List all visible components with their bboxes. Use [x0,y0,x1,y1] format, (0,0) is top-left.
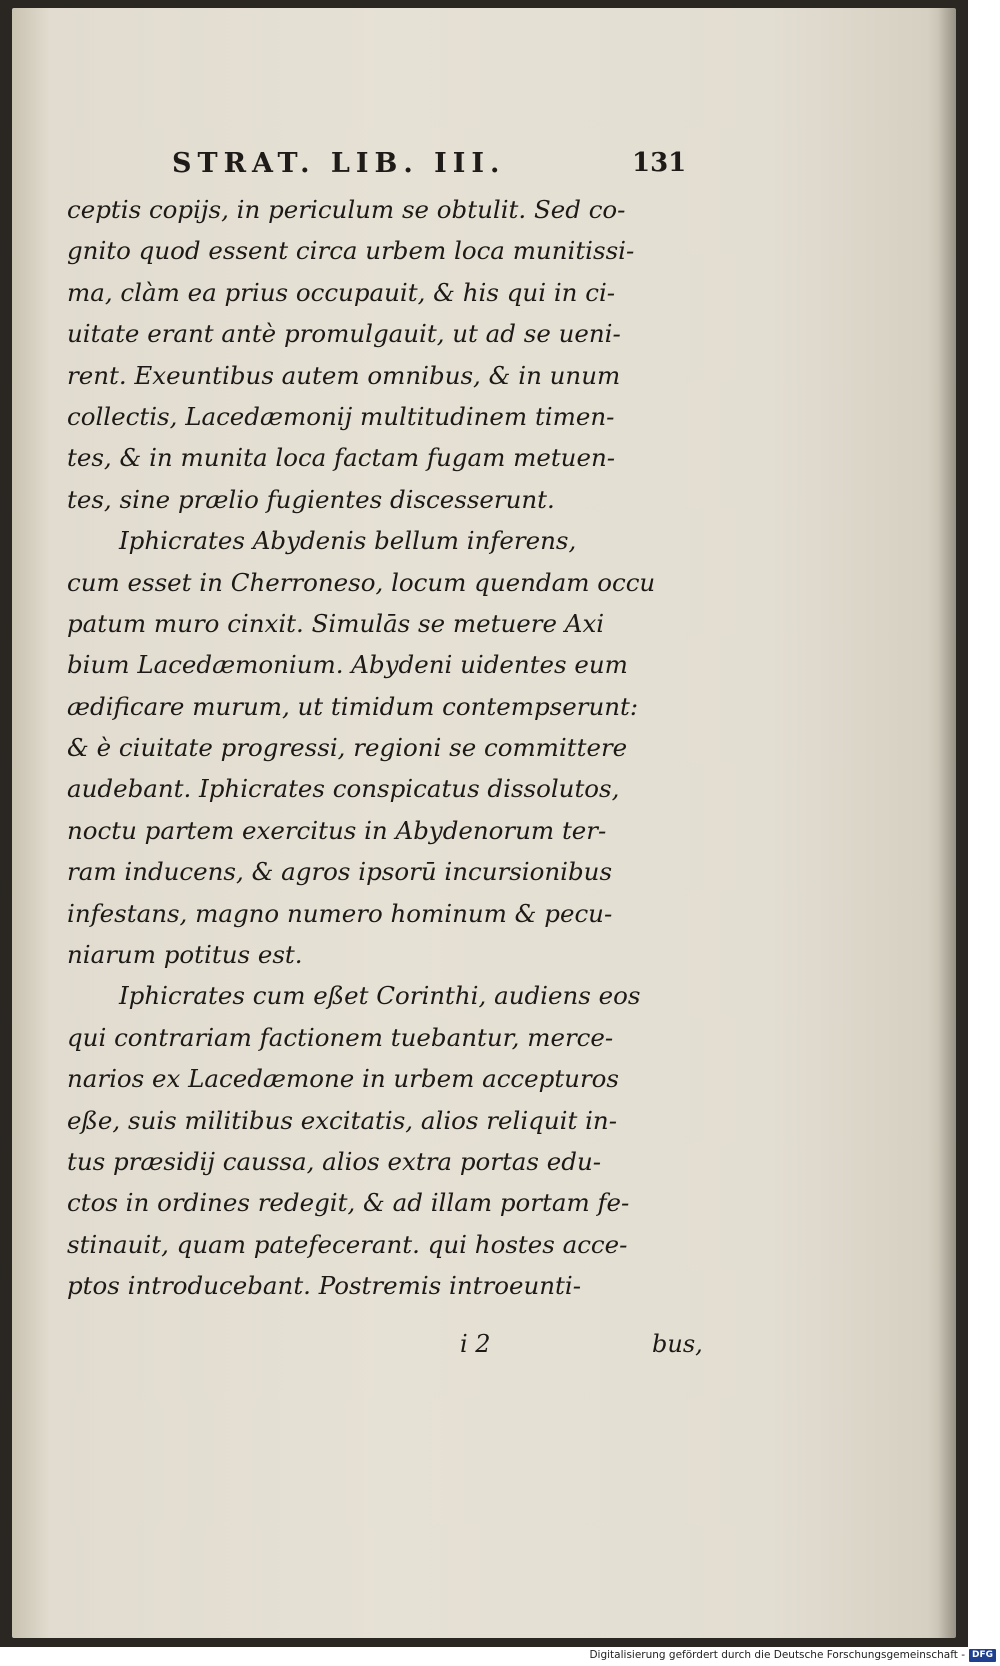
paragraph-start-line: Iphicrates cum eßet Corinthi, audiens eos [119,981,641,1011]
text-line: narios ex Lacedæmone in urbem accepturos [67,1064,619,1094]
text-line: ram inducens, & agros ipsorū incursionibus [67,857,613,887]
digitization-credit [589,1647,996,1663]
text-line: patum muro cinxit. Simulās se metuere Axi [67,608,605,638]
body-text [67,189,687,1307]
text-line: rent. Exeuntibus autem omnibus, & in unum [67,360,621,390]
signature-mark: i 2 [460,1330,491,1358]
text-line: ctos in ordines redegit, & ad illam portam fe- [67,1188,630,1218]
text-line: & è ciuitate progressi, regioni se committere [67,733,628,763]
text-line: collectis, Lacedæmonij multitudinem timen- [67,401,615,431]
text-line: cum esset in Cherroneso, locum quendam occu [67,567,656,597]
signature-line [67,1330,703,1370]
page-number: 131 [632,148,687,178]
text-line: stinauit, quam patefecerant. qui hostes acce- [67,1229,628,1259]
text-line: tes, & in munita loca factam fugam metuen- [67,443,615,473]
dfg-logo-icon: DFG [969,1649,996,1662]
text-line: noctu partem exercitus in Abydenorum ter- [67,815,607,845]
text-line: ædificare murum, ut timidum contempserunt: [67,691,639,721]
text-line: ptos introducebant. Postremis introeunti- [67,1271,581,1301]
text-line: ma, clàm ea prius occupauit, & his qui in ci- [67,277,616,307]
text-line: audebant. Iphicrates conspicatus dissolutos, [67,774,620,804]
text-line: tes, sine prælio fugientes discesserunt. [67,484,555,514]
text-line: gnito quod essent circa urbem loca munitissi- [67,236,635,266]
text-line: niarum potitus est. [67,940,303,970]
text-line: bium Lacedæmonium. Abydeni uidentes eum [67,650,628,680]
text-line: ceptis copijs, in periculum se obtulit. Sed co- [67,195,626,224]
credit-text: Digitalisierung gefördert durch die Deutsche Forschungsgemeinschaft - [589,1649,965,1661]
text-line: qui contrariam factionem tuebantur, merce- [67,1022,614,1052]
book-page [12,8,956,1638]
text-line: infestans, magno numero hominum & pecu- [67,898,613,928]
text-line: tus præsidij caussa, alios extra portas edu- [67,1146,602,1176]
text-line: uitate erant antè promulgauit, ut ad se ueni- [67,319,621,349]
paragraph-start-line: Iphicrates Abydenis bellum inferens, [119,526,577,556]
running-head [172,148,692,188]
catchword: bus, [652,1330,703,1358]
text-line: eße, suis militibus excitatis, alios reliquit in- [67,1105,617,1135]
running-title: STRAT. LIB. III. [172,148,506,179]
